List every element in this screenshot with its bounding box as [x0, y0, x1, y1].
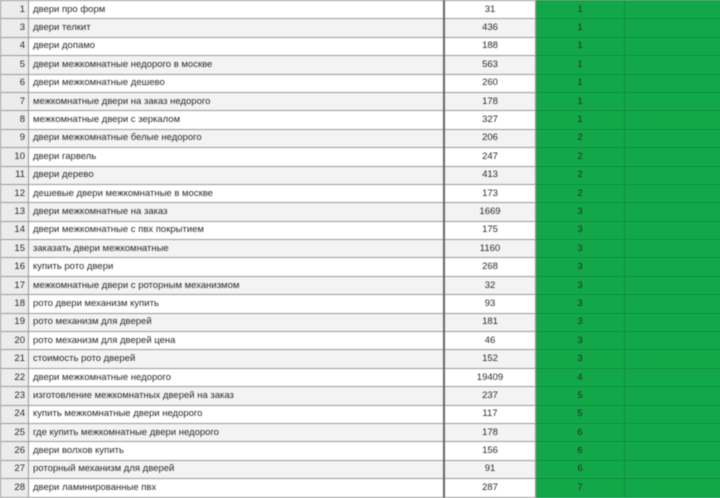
group-cell[interactable]: 6	[536, 442, 625, 460]
table-row	[1, 313, 720, 331]
table-row	[1, 19, 720, 37]
row-number-cell[interactable]: 24	[1, 405, 29, 423]
empty-cell[interactable]	[625, 460, 720, 478]
empty-cell[interactable]	[625, 19, 720, 37]
table-row	[1, 442, 720, 460]
group-cell[interactable]: 1	[536, 1, 625, 19]
table-row	[1, 74, 720, 92]
table-row	[1, 460, 720, 478]
volume-cell[interactable]: 436	[444, 19, 536, 37]
volume-cell[interactable]: 46	[444, 332, 536, 350]
table-row	[1, 387, 720, 405]
group-cell[interactable]: 5	[536, 405, 625, 423]
keyword-cell[interactable]: двери межкомнатные на заказ	[29, 203, 445, 221]
empty-cell[interactable]	[625, 405, 720, 423]
group-cell[interactable]: 3	[536, 332, 625, 350]
keyword-cell[interactable]: дешевые двери межкомнатные в москве	[29, 184, 445, 202]
keyword-cell[interactable]: двери про форм	[29, 1, 445, 19]
table-row	[1, 92, 720, 110]
volume-cell[interactable]: 268	[444, 258, 536, 276]
volume-cell[interactable]: 206	[444, 129, 536, 147]
table-row	[1, 184, 720, 202]
keyword-cell[interactable]: двери межкомнатные недорого в москве	[29, 56, 445, 74]
volume-cell[interactable]: 1669	[444, 203, 536, 221]
group-cell[interactable]: 1	[536, 92, 625, 110]
table-row	[1, 423, 720, 441]
row-number-cell[interactable]: 28	[1, 479, 29, 497]
row-number-cell[interactable]: 12	[1, 184, 29, 202]
row-number-cell[interactable]: 27	[1, 460, 29, 478]
row-number-cell[interactable]: 19	[1, 313, 29, 331]
keyword-cell[interactable]: изготовление межкомнатных дверей на заказ	[29, 387, 445, 405]
keyword-cell[interactable]: двери ламинированные пвх	[29, 479, 445, 497]
group-cell[interactable]: 1	[536, 74, 625, 92]
volume-cell[interactable]: 19409	[444, 368, 536, 386]
volume-cell[interactable]: 181	[444, 313, 536, 331]
row-number-cell[interactable]: 21	[1, 350, 29, 368]
volume-cell[interactable]: 31	[444, 1, 536, 19]
row-number-cell[interactable]: 15	[1, 240, 29, 258]
empty-cell[interactable]	[625, 56, 720, 74]
keyword-cell[interactable]: рото двери механизм купить	[29, 295, 445, 313]
empty-cell[interactable]	[625, 203, 720, 221]
group-cell[interactable]: 4	[536, 368, 625, 386]
empty-cell[interactable]	[625, 166, 720, 184]
group-cell[interactable]: 1	[536, 19, 625, 37]
row-number-cell[interactable]: 23	[1, 387, 29, 405]
volume-cell[interactable]: 1160	[444, 240, 536, 258]
empty-cell[interactable]	[625, 111, 720, 129]
keyword-cell[interactable]: роторный механизм для дверей	[29, 460, 445, 478]
keyword-cell[interactable]: двери дерево	[29, 166, 445, 184]
volume-cell[interactable]: 237	[444, 387, 536, 405]
volume-cell[interactable]: 327	[444, 111, 536, 129]
row-number-cell[interactable]: 9	[1, 129, 29, 147]
group-cell[interactable]: 3	[536, 276, 625, 294]
table-row	[1, 479, 720, 497]
keyword-cell[interactable]: межкомнатные двери на заказ недорого	[29, 92, 445, 110]
group-cell[interactable]: 3	[536, 258, 625, 276]
table-row	[1, 350, 720, 368]
volume-cell[interactable]: 91	[444, 460, 536, 478]
row-number-cell[interactable]: 11	[1, 166, 29, 184]
keyword-cell[interactable]: стоимость рото дверей	[29, 350, 445, 368]
row-number-cell[interactable]: 5	[1, 56, 29, 74]
group-cell[interactable]: 1	[536, 111, 625, 129]
keyword-cell[interactable]: двери телкит	[29, 19, 445, 37]
row-number-cell[interactable]: 6	[1, 74, 29, 92]
group-cell[interactable]: 1	[536, 37, 625, 55]
row-number-cell[interactable]: 4	[1, 37, 29, 55]
empty-cell[interactable]	[625, 258, 720, 276]
keyword-cell[interactable]: межкомнатные двери с зеркалом	[29, 111, 445, 129]
row-number-cell[interactable]: 16	[1, 258, 29, 276]
table-row	[1, 166, 720, 184]
keyword-cell[interactable]: купить межкомнатные двери недорого	[29, 405, 445, 423]
volume-cell[interactable]: 175	[444, 221, 536, 239]
row-number-cell[interactable]: 1	[1, 1, 29, 19]
empty-cell[interactable]	[625, 332, 720, 350]
empty-cell[interactable]	[625, 240, 720, 258]
empty-cell[interactable]	[625, 479, 720, 497]
keyword-cell[interactable]: где купить межкомнатные двери недорого	[29, 423, 445, 441]
row-number-cell[interactable]: 13	[1, 203, 29, 221]
volume-cell[interactable]: 152	[444, 350, 536, 368]
table-row	[1, 240, 720, 258]
group-cell[interactable]: 1	[536, 56, 625, 74]
group-cell[interactable]: 6	[536, 423, 625, 441]
row-number-cell[interactable]: 18	[1, 295, 29, 313]
empty-cell[interactable]	[625, 1, 720, 19]
row-number-cell[interactable]: 17	[1, 276, 29, 294]
empty-cell[interactable]	[625, 37, 720, 55]
group-cell[interactable]: 3	[536, 313, 625, 331]
table-row	[1, 56, 720, 74]
empty-cell[interactable]	[625, 313, 720, 331]
group-cell[interactable]: 2	[536, 184, 625, 202]
table-row	[1, 221, 720, 239]
empty-cell[interactable]	[625, 423, 720, 441]
row-number-cell[interactable]: 20	[1, 332, 29, 350]
keyword-cell[interactable]: двери допамо	[29, 37, 445, 55]
keyword-cell[interactable]: двери межкомнатные недорого	[29, 368, 445, 386]
group-cell[interactable]: 2	[536, 148, 625, 166]
table-row	[1, 405, 720, 423]
keyword-cell[interactable]: заказать двери межкомнатные	[29, 240, 445, 258]
table-row	[1, 258, 720, 276]
keyword-cell[interactable]: двери межкомнатные дешево	[29, 74, 445, 92]
row-number-cell[interactable]: 3	[1, 19, 29, 37]
row-number-cell[interactable]: 22	[1, 368, 29, 386]
group-cell[interactable]: 3	[536, 221, 625, 239]
empty-cell[interactable]	[625, 368, 720, 386]
table-row	[1, 332, 720, 350]
row-number-cell[interactable]: 8	[1, 111, 29, 129]
group-cell[interactable]: 6	[536, 460, 625, 478]
keyword-cell[interactable]: рото механизм для дверей цена	[29, 332, 445, 350]
volume-cell[interactable]: 413	[444, 166, 536, 184]
row-number-cell[interactable]: 7	[1, 92, 29, 110]
volume-cell[interactable]: 93	[444, 295, 536, 313]
table-row	[1, 276, 720, 294]
keyword-cell[interactable]: двери межкомнатные белые недорого	[29, 129, 445, 147]
table-row	[1, 1, 720, 19]
table-row	[1, 203, 720, 221]
table-row	[1, 368, 720, 386]
volume-cell[interactable]: 287	[444, 479, 536, 497]
group-cell[interactable]: 2	[536, 129, 625, 147]
group-cell[interactable]: 3	[536, 203, 625, 221]
keyword-cell[interactable]: купить рото двери	[29, 258, 445, 276]
volume-cell[interactable]: 188	[444, 37, 536, 55]
empty-cell[interactable]	[625, 148, 720, 166]
volume-cell[interactable]: 156	[444, 442, 536, 460]
empty-cell[interactable]	[625, 442, 720, 460]
empty-cell[interactable]	[625, 387, 720, 405]
table-row	[1, 129, 720, 147]
group-cell[interactable]: 3	[536, 240, 625, 258]
group-cell[interactable]: 3	[536, 350, 625, 368]
volume-cell[interactable]: 32	[444, 276, 536, 294]
empty-cell[interactable]	[625, 276, 720, 294]
row-number-cell[interactable]: 10	[1, 148, 29, 166]
volume-cell[interactable]: 247	[444, 148, 536, 166]
empty-cell[interactable]	[625, 92, 720, 110]
volume-cell[interactable]: 178	[444, 92, 536, 110]
table-row	[1, 295, 720, 313]
keyword-cell[interactable]: рото механизм для дверей	[29, 313, 445, 331]
empty-cell[interactable]	[625, 295, 720, 313]
row-number-cell[interactable]: 25	[1, 423, 29, 441]
empty-cell[interactable]	[625, 221, 720, 239]
volume-cell[interactable]: 178	[444, 423, 536, 441]
spreadsheet-body	[1, 1, 720, 498]
volume-cell[interactable]: 260	[444, 74, 536, 92]
table-row	[1, 111, 720, 129]
empty-cell[interactable]	[625, 74, 720, 92]
keyword-cell[interactable]: межкомнатные двери с роторным механизмом	[29, 276, 445, 294]
row-number-cell[interactable]: 26	[1, 442, 29, 460]
group-cell[interactable]: 5	[536, 387, 625, 405]
group-cell[interactable]: 3	[536, 295, 625, 313]
keyword-cell[interactable]: двери волхов купить	[29, 442, 445, 460]
keyword-cell[interactable]: двери межкомнатные с пвх покрытием	[29, 221, 445, 239]
table-row	[1, 148, 720, 166]
empty-cell[interactable]	[625, 350, 720, 368]
keyword-cell[interactable]: двери гарвель	[29, 148, 445, 166]
group-cell[interactable]: 7	[536, 479, 625, 497]
volume-cell[interactable]: 563	[444, 56, 536, 74]
volume-cell[interactable]: 173	[444, 184, 536, 202]
empty-cell[interactable]	[625, 184, 720, 202]
table-row	[1, 37, 720, 55]
volume-cell[interactable]: 117	[444, 405, 536, 423]
row-number-cell[interactable]: 14	[1, 221, 29, 239]
empty-cell[interactable]	[625, 129, 720, 147]
group-cell[interactable]: 2	[536, 166, 625, 184]
